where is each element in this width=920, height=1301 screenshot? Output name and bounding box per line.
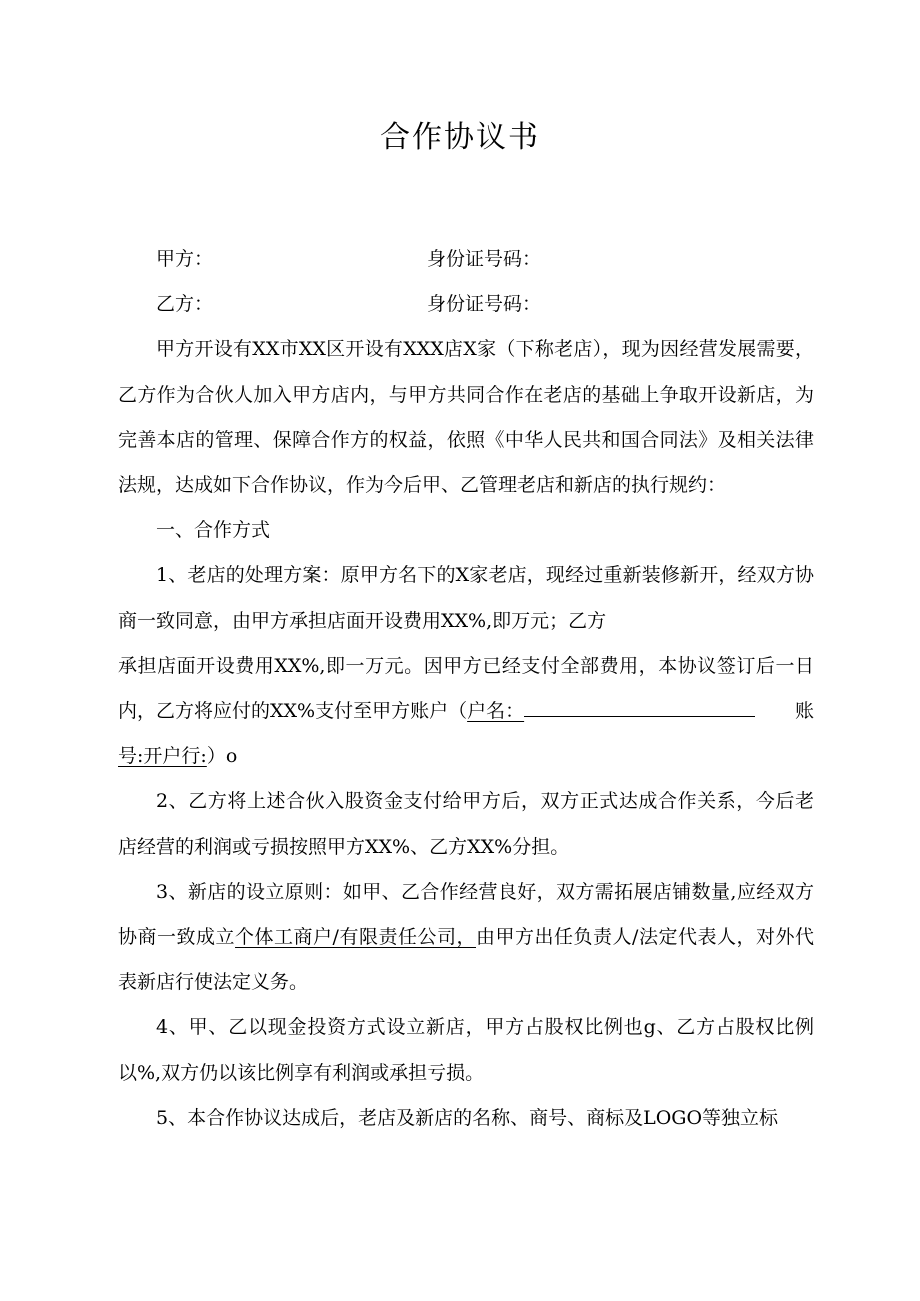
section-heading-cooperation: 一、合作方式 xyxy=(156,519,271,542)
party-a-label: 甲方： xyxy=(156,248,214,270)
clause-2: 2、乙方将上述合伙入股资金支付给甲方后，双方正式达成合作关系，今后老店经营的利润或亏损按照甲方XX%、乙方XX%分担。 xyxy=(118,790,814,858)
clause-1-part-a: 1、老店的处理方案：原甲方名下的X家老店，现经过重新装修新开，经双方协商一致同意，由甲方承担店面开设费用XX%,即万元；乙方 xyxy=(118,564,814,632)
account-name-label: 户名： xyxy=(467,700,525,722)
clause-3-entity-type: 个体工商户/有限责任公司， xyxy=(235,926,476,949)
account-number-label-end: 号:开户行: xyxy=(118,745,207,768)
clause-3 xyxy=(118,870,814,1006)
clause-3-part-a: 3、新店的设立原则：如甲、乙合作经营良好，双方需拓展店铺数量,应经双方协商一致成立 xyxy=(118,880,814,949)
party-b-label: 乙方： xyxy=(156,293,214,316)
clause-1-end: ）o xyxy=(206,745,238,768)
intro-paragraph: 甲方开设有XX市XX区开设有XXX店X家（下称老店），现为因经营发展需要，乙方作为合伙人加入甲方店内，与甲方共同合作在老店的基础上争取开设新店，为完善本店的管理、保障合作方的权益，依照《中华人民共和国合同法》及相关法律法规，达成如下合作协议，作为今后甲、乙管理老店和新店的执行规约： xyxy=(118,338,814,496)
party-a-line xyxy=(118,237,814,282)
clause-5: 5、本合作协议达成后，老店及新店的名称、商号、商标及LOGO等独立标 xyxy=(156,1106,779,1129)
party-b-id-label: 身份证号码： xyxy=(427,293,542,316)
document-title: 合作协议书 xyxy=(380,120,540,155)
clause-1-text: 承担店面开设费用XX%,即一万元。因甲方已经支付全部费用，本协议签订后一日内，乙方将应付的XX%支付至甲方账户（ xyxy=(118,654,814,722)
clause-4: 4、甲、乙以现金投资方式设立新店，甲方占股权比例也g、乙方占股权比例以%,双方仍以该比例享有利润或承担亏损。 xyxy=(118,1016,814,1084)
party-b-line xyxy=(118,282,814,327)
account-number-label-start: 账 xyxy=(794,700,814,722)
clause-1-part-b xyxy=(118,644,814,780)
account-name-blank xyxy=(524,715,755,717)
party-a-id-label: 身份证号码： xyxy=(427,248,542,270)
document-body xyxy=(118,237,814,1141)
clause-3-part-b: 由甲方出任负责人/法定代表人，对外代表新店行使法定义务。 xyxy=(118,926,814,994)
